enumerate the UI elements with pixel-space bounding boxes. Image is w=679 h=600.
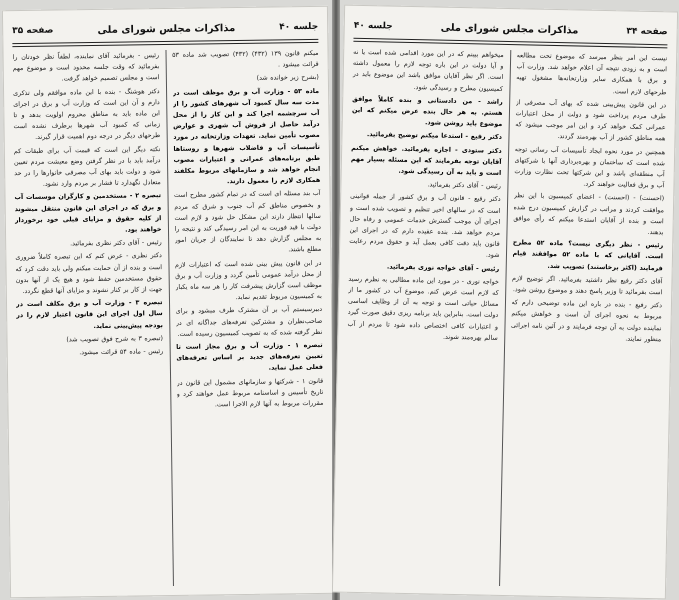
paragraph: در این قانون پیش‌بینی شده که بهای آب مصرفی از طرف مردم پرداخت شود و دولت از محل اعتبارات عمرانی کمک خواهد کرد و این امر موجب میشود که همه مناطق کشور از آب بهره‌مند گردند. — [515, 97, 667, 143]
paragraph: دکتر نظری - عرض کنم که این تبصره کاملاً ضروری است و بنده از آن حمایت میکنم ولی باید دقت کرد که حقوق مستخدمین حفظ شود و هیچ یک از آنها بدون جهت از کار بر کنار نشوند و مزایای آنها قطع نگردد. — [15, 251, 163, 296]
paragraph: رئیس - بفرمائید آقای نماینده، لطفاً نظر خودتان را بفرمائید که وقت جلسه محدود است و موضوع مهم است و مجلس تصمیم خواهد گرفت. — [12, 51, 160, 83]
left-column-right — [172, 48, 326, 586]
paragraph: همچنین در مورد نحوه ایجاد تأسیسات آب رسانی توجه شده است که ساختمان و بهره‌برداری آنها با شرکتهای آب منطقه‌ای باشد و این شرکتها تحت نظارت وزارت آب و برق فعالیت خواهند کرد. — [514, 144, 666, 190]
right-page-number: صفحه ۳۴ — [626, 26, 668, 38]
paragraph: آب بند مسئله ای است که در تمام کشور مطرح است و بخصوص مناطق کم آب جنوب و شرق که مردم سالها انتظار دارند این مشکل حل شود و لازم است دولت با قید فوریت به این امر رسیدگی کند و نتیجه را به مجلس گزارش دهد تا نمایندگان از جریان امور مطلع باشند. — [173, 189, 322, 254]
left-column-left — [12, 50, 166, 588]
paragraph: تبصره ۱ - وزارت آب و برق مجاز است تا تعیین تعرفه‌های جدید بر اساس تعرفه‌های فعلی عمل نماید. — [176, 340, 323, 373]
right-page-session: جلسه ۴۰ — [353, 20, 393, 32]
paragraph: رئیس - آقای دکتر نظری بفرمائید. — [70, 238, 162, 248]
left-page-session: جلسه ۴۰ — [279, 21, 319, 33]
paragraph: در این قانون پیش بینی شده است که اعتبارات لازم از محل درآمد عمومی تأمین گردد و وزارت آب و برق موظف است گزارش پیشرفت کار را هر سه ماه یکبار به کمیسیون مربوط تقدیم نماید. — [174, 258, 322, 302]
paragraph: قانون ۱ - شرکتها و سازمانهای مشمول این قانون در تاریخ تأسیس و اساسنامه مربوط عمل خواهند کرد و مقررات مربوط به آنها لازم الاجرا است. — [176, 376, 324, 409]
paragraph: آقای دکتر رفیع نظر داشتید بفرمائید. اگر توضیح لازم است بفرمائید تا وزیر پاسخ دهند و موضوع روشن شود. — [511, 274, 663, 297]
paragraph: رئیس - ماده ۵۴ قرائت میشود. — [79, 347, 164, 357]
paragraph: رئیس - نظر دیگری نیست؟ ماده ۵۲ مطرح است. آقایانی که با ماده ۵۲ موافقند قیام فرمایند (اکثر برخاستند) تصویب شد. — [512, 238, 664, 272]
left-page-title: مذاکرات مجلس شورای ملی — [97, 22, 236, 36]
paragraph: دکتر ستودی - اجازه بفرمائید. خواهش میکنم آقایان توجه بفرمایند که این مسئله بسیار مهم است و باید به آن رسیدگی شود. — [350, 143, 502, 177]
right-column-left — [342, 47, 504, 586]
paragraph: دکتر رفیع - بنده در باره این ماده توضیحی دارم که مربوط به نحوه اجرای آن است و خواهش میکنم نماینده دولت به آن توجه فرمایند و در آئین نامه اجرائی منظور نمایند. — [510, 298, 663, 344]
paragraph: نیست این امر بنظر میرسد که موضوع تحت مطالعه است و به زودی نتیجه آن اعلام خواهد شد. وزارت آب و برق با همکاری سایر وزارتخانه‌ها مشغول تهیه طرحهای لازم است. — [516, 51, 668, 96]
right-column-right — [506, 50, 668, 589]
paragraph: (احسنت) - (احسنت) - اعضای کمیسیون با این نظر موافقت کردند و مراتب در گزارش کمیسیون درج شده است و بنده از آقایان استدعا میکنم که رأی موافق بدهند. — [513, 191, 665, 237]
paragraph: تبصره ۲ - مستخدمین و کارگران موسسات آب و برق که در اجرای این قانون منتقل میشوند از کلیه حقوق و مزایای قبلی خود برخوردار خواهند بود. — [14, 191, 162, 234]
paragraph: دبیرسیستم آب بر آن مشترک طرف میشود و برای صاحب‌نظران و مشترکین تعرفه‌های جداگانه ای در نظر گرفته شده که به تصویب کمیسیون رسیده است. — [175, 305, 323, 338]
paragraph: میکنم قانون ۱۳۹ (۴۳۲) (۴۳۲) تصویب شد ماده ۵۳ قرائت میشود . — [171, 48, 319, 69]
right-columns — [342, 47, 667, 589]
left-page — [2, 6, 336, 598]
paragraph: میخواهم ببینم که در این مورد اقدامی شده است یا نه و آیا دولت در این باره توجه لازم را معمول داشته است. اگر نظر آقایان موافق باشد این موضوع باید در کمیسیون مطرح و رسیدگی شود. — [352, 47, 504, 93]
left-running-header — [12, 16, 318, 42]
paragraph: راشد - من دادستانی و بنده کاملاً موافق هستم. به هر حال بنده عرض میکنم که این موضوع باید روشن شود. — [351, 94, 503, 129]
right-page — [332, 5, 678, 600]
paragraph: دکتر هوشنگ - بنده با این ماده موافقم ولی تذکری دارم و آن این است که وزارت آب و برق در اجرای این ماده باید به مناطق محروم اولویت بدهد و تا زمانی که کمبود آب شهرها برطرف نشده است طرحهای دیگر در درجه دوم اهمیت قرار گیرند. — [13, 86, 161, 142]
paragraph: ماده ۵۳ - وزارت آب و برق موظف است در مدت سه سال کمبود آب شهرهای کشور را از آب سرچشمه اجرا کند و این کار را از محل درآمد حاصل از فروش آب شهری و عوارض مصوب تأمین نماید. تعهدات وزارتخانه در مورد تأسیسات آب و فاضلاب شهرها و روستاها طبق برنامه‌های عمرانی و اعتبارات مصوب انجام خواهد شد و سازمانهای مربوط مکلفند همکاری لازم را معمول دارند. — [172, 86, 321, 186]
paragraph: رئیس - آقای خواجه نوری بفرمائید. — [386, 262, 500, 273]
paragraph: دکتر رفیع - استدعا میکنم توضیح بفرمائید. — [366, 130, 503, 142]
paragraph: (بشرح زیر خوانده شد) — [256, 73, 319, 83]
left-columns — [12, 48, 325, 588]
paragraph: تبصره ۳ - وزارت آب و برق مکلف است در سال اول اجرای این قانون اعتبار لازم را در بودجه پیش‌بینی نماید. — [15, 298, 163, 330]
paragraph: خواجه نوری - در مورد این ماده مطالبی به نظرم رسید که لازم است عرض کنم. موضوع آب در کشور ما از مسائل حیاتی است و توجه به آن از وظایف اساسی دولت است. بنابراین باید برنامه ریزی دقیق صورت گیرد و اعتبارات کافی اختصاص داده شود تا مردم از آب سالم بهره‌مند شوند. — [347, 274, 500, 342]
paragraph: (تبصره ۳ به شرح فوق تصویب شد) — [66, 333, 164, 344]
left-page-number: صفحه ۳۵ — [12, 25, 54, 37]
paragraph: نکته دیگر این است که قیمت آب برای طبقات کم درآمد باید با در نظر گرفتن وضع معیشت مردم تعیین شود و دولت باید بهای آب مصرفی خانوارها را در حد متعادل نگهدارد تا فشار بر مردم وارد نشود. — [13, 144, 161, 188]
paragraph: دکتر رفیع - قانون آب و برق کشور از جمله قوانینی است که در سالهای اخیر تنظیم و تصویب شده است و اجرای آن موجب گسترش خدمات عمومی و رفاه حال مردم خواهد شد. بنده عقیده دارم که در اجرای این قانون باید دقت کافی بعمل آید و حقوق مردم رعایت شود. — [349, 192, 501, 260]
right-page-title: مذاکرات مجلس شورای ملی — [440, 22, 579, 36]
paragraph: رئیس - آقای دکتر بفرمائید. — [427, 180, 502, 191]
